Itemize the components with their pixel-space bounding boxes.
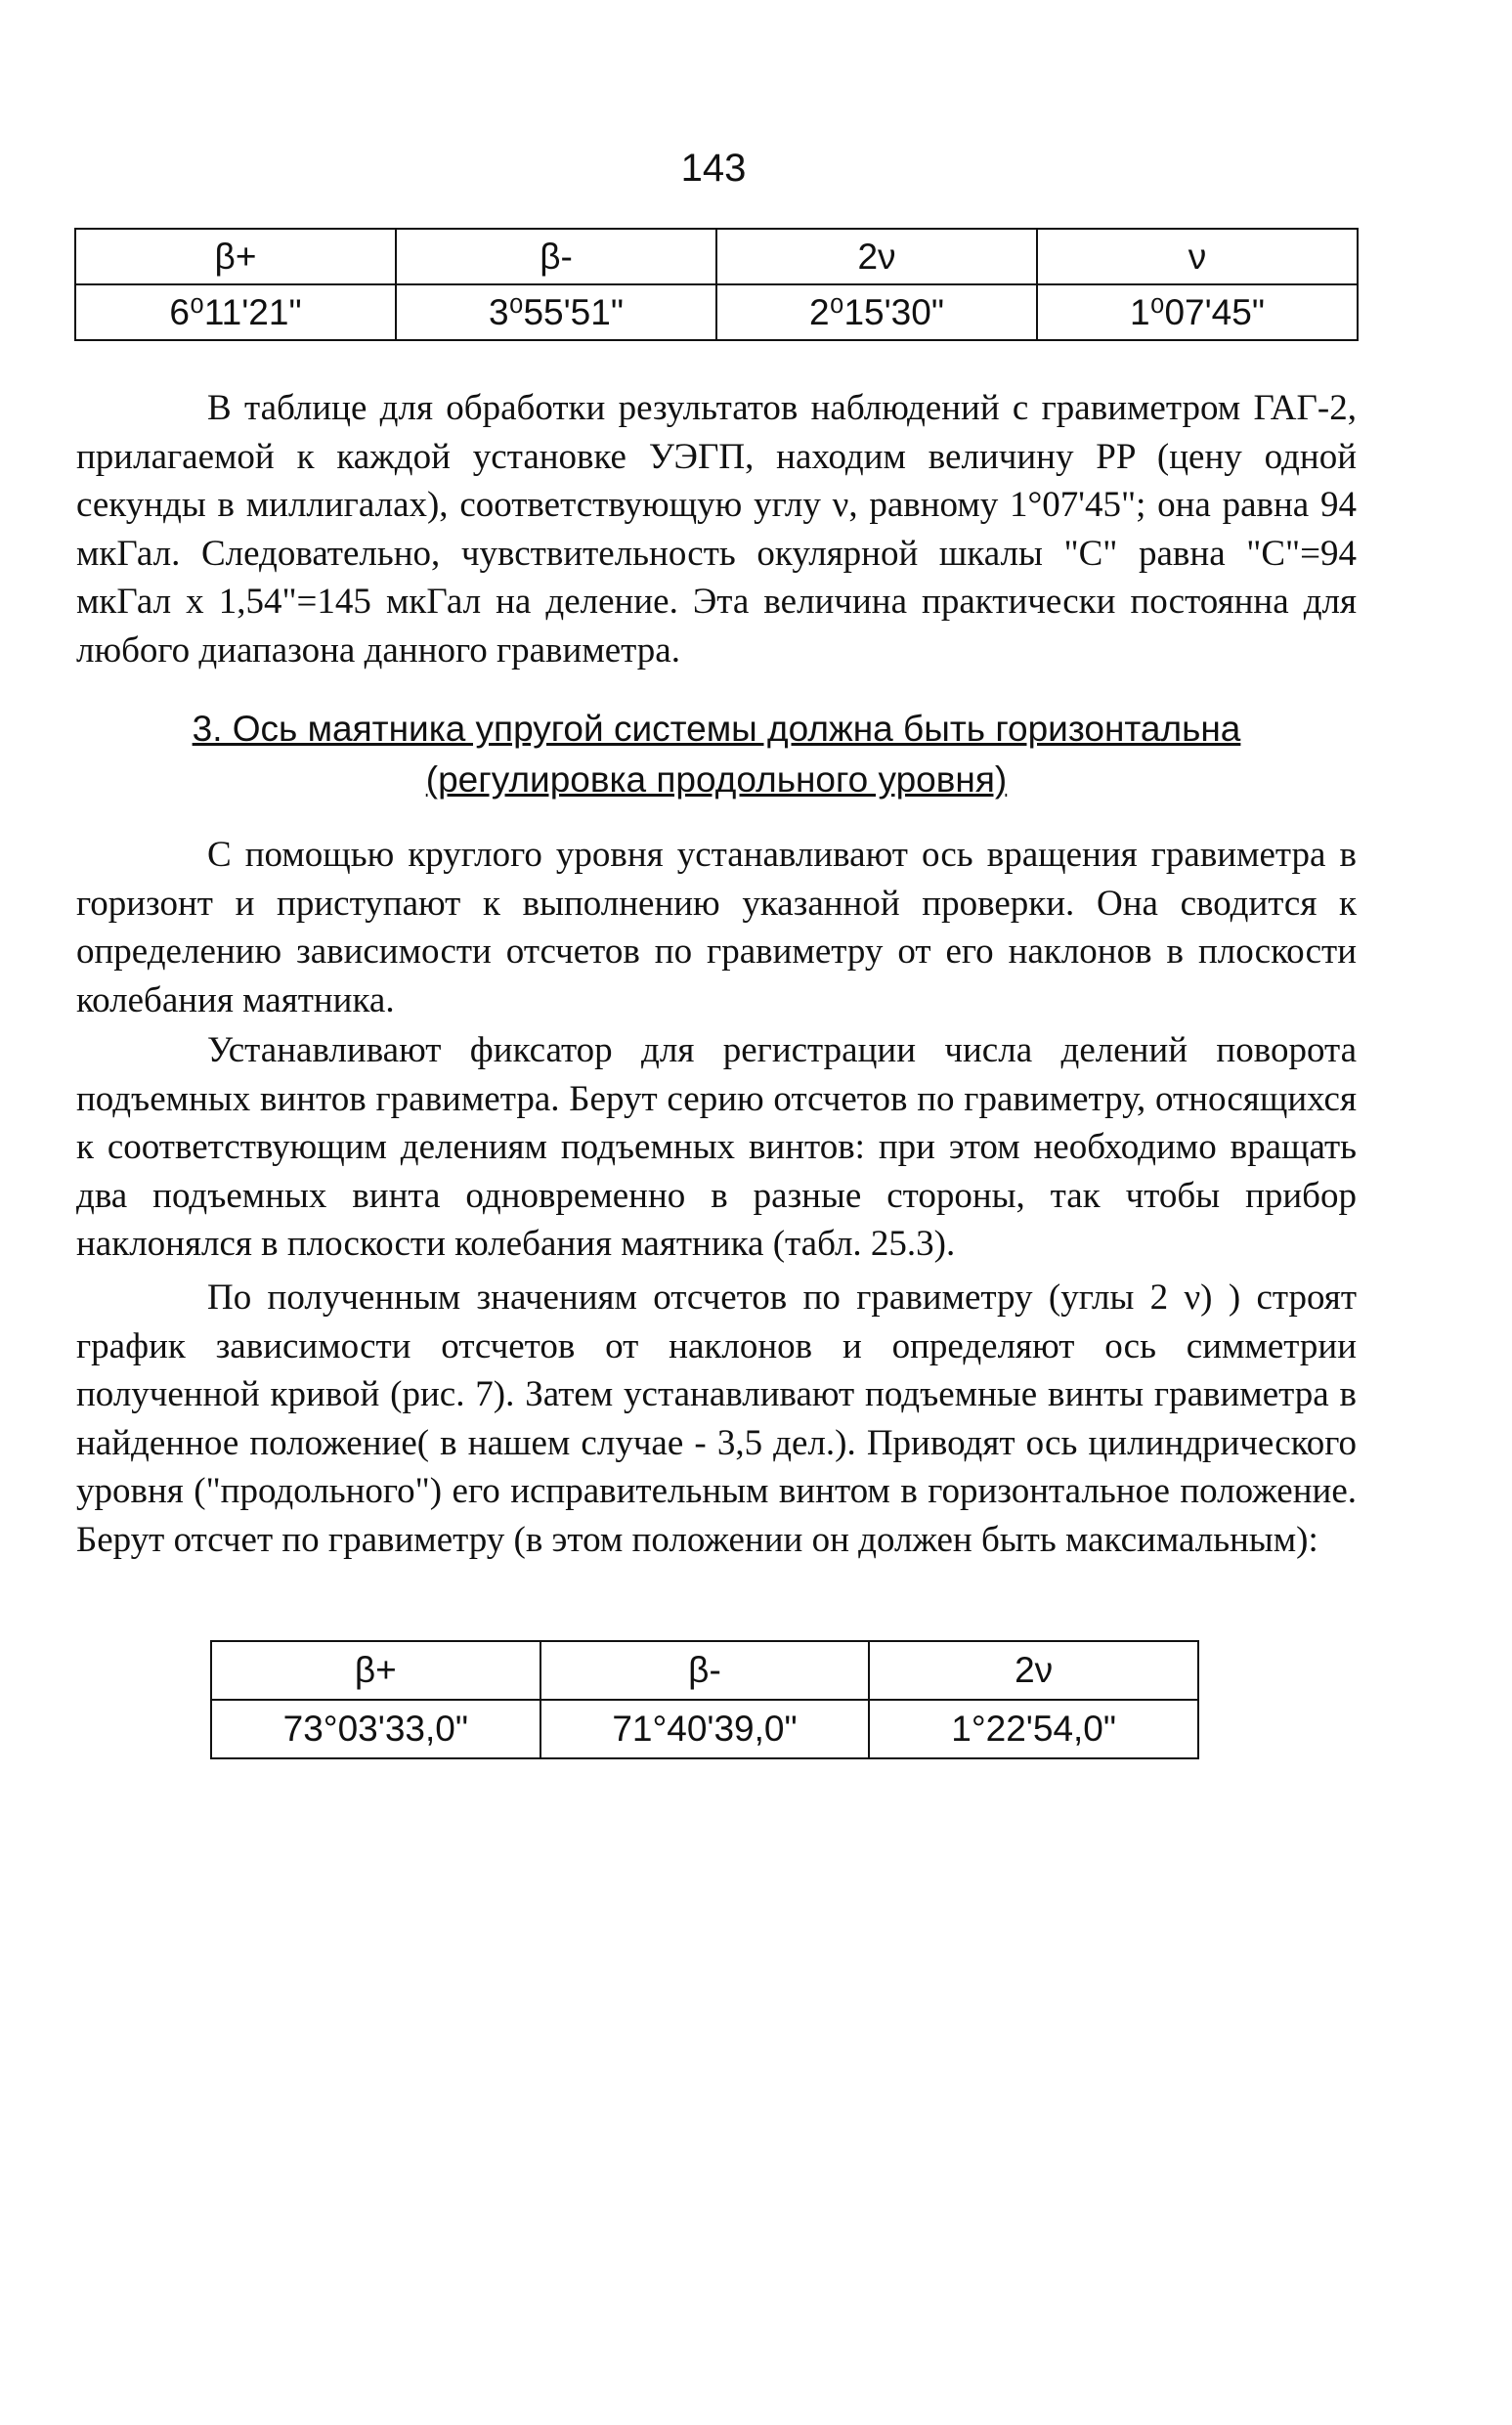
section-heading-line-1: 3. Ось маятника упругой системы должна быть горизонтальна: [192, 709, 1241, 749]
table-cell: 6⁰11'21": [75, 284, 396, 340]
table-header-cell: β-: [540, 1641, 870, 1700]
section-heading: [76, 704, 1357, 805]
table-cell: 73°03'33,0": [211, 1700, 540, 1758]
paragraph-sensitivity: В таблице для обработки результатов наблюдений с гравиметром ГАГ-2, прилагаемой к каждой установке УЭГП, находим величину PP (цену одной секунды в миллигалах), соответствующую углу ν, равному 1°07'45"; она равна 94 мкГал. Следовательно, чувствительность окулярной шкалы "С" равна "С"=94 мкГал х 1,54"=145 мкГал на деление. Эта величина практически постоянна для любого диапазона данного гравиметра.: [76, 388, 1357, 671]
section-heading-line-2: (регулировка продольного уровня): [425, 759, 1008, 800]
table-row: [75, 284, 1358, 340]
table-header-cell: 2ν: [869, 1641, 1198, 1700]
table-header-cell: ν: [1037, 229, 1358, 284]
table-top: [74, 228, 1359, 341]
page-number: 143: [680, 147, 747, 190]
paragraph-round-level: С помощью круглого уровня устанавливают ось вращения гравиметра в горизонт и приступают к выполнению указанной проверки. Она сводится к определению зависимости отсчетов по гравиметру от его наклонов в плоскости колебания маятника.: [76, 835, 1357, 1020]
table-header-cell: β+: [75, 229, 396, 284]
table-bottom: [210, 1640, 1199, 1759]
paragraph-screws: Устанавливают фиксатор для регистрации числа делений поворота подъемных винтов гравиметра. Берут серию отсчетов по гравиметру, относящихся к соответствующим делениям подъемных винтов: при этом необходимо вращать два подъемных винта одновременно в разные стороны, так чтобы прибор наклонялся в плоскости колебания маятника (табл. 25.3).: [76, 1030, 1357, 1264]
table-cell: 71°40'39,0": [540, 1700, 870, 1758]
table-cell: 1⁰07'45": [1037, 284, 1358, 340]
table-cell: 3⁰55'51": [396, 284, 716, 340]
table-header-cell: β-: [396, 229, 716, 284]
table-cell: 1°22'54,0": [869, 1700, 1198, 1758]
table-row: [211, 1700, 1198, 1758]
table-cell: 2⁰15'30": [716, 284, 1037, 340]
table-header-row: [211, 1641, 1198, 1700]
paragraph-graph: По полученным значениям отсчетов по гравиметру (углы 2 ν) ) строят график зависимости отсчетов от наклонов и определяют ось симметрии полученной кривой (рис. 7). Затем устанавливают подъемные винты гравиметра в найденное положение( в нашем случае - 3,5 дел.). Приводят ось цилиндрического уровня ("продольного") его исправительным винтом в горизонтальное положение. Берут отсчет по гравиметру (в этом положении он должен быть максимальным):: [76, 1277, 1357, 1560]
table-header-cell: β+: [211, 1641, 540, 1700]
table-header-cell: 2ν: [716, 229, 1037, 284]
table-header-row: [75, 229, 1358, 284]
